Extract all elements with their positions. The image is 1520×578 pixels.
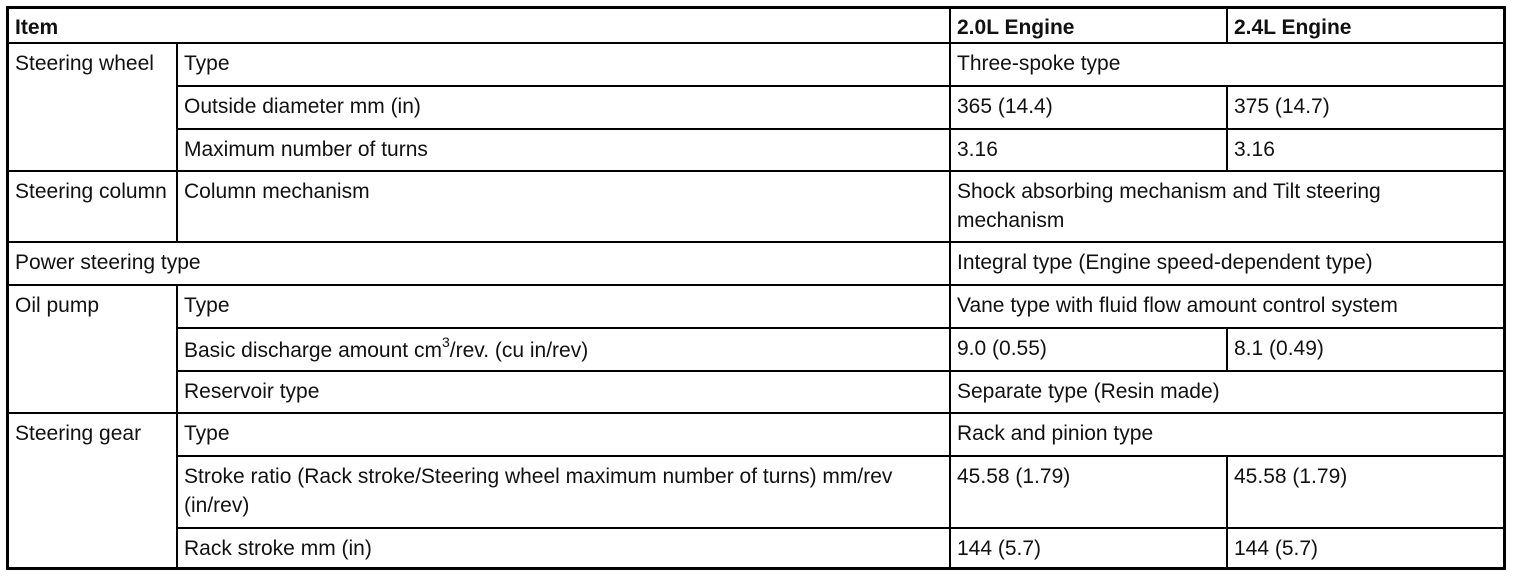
power-steering-type-label: Power steering type bbox=[9, 241, 951, 284]
oil-pump-type-value: Vane type with fluid flow amount control system bbox=[949, 284, 1506, 327]
steering-wheel-type-label: Type bbox=[176, 42, 951, 85]
stroke-ratio-label: Stroke ratio (Rack stroke/Steering wheel maximum number of turns) mm/rev (in/rev) bbox=[176, 455, 951, 527]
basic-discharge-label bbox=[176, 327, 951, 370]
basic-discharge-2-4l: 8.1 (0.49) bbox=[1226, 327, 1506, 370]
maximum-turns-label: Maximum number of turns bbox=[176, 128, 951, 170]
basic-discharge-text: Basic discharge amount cm bbox=[184, 339, 442, 362]
maximum-turns-2-0l: 3.16 bbox=[949, 128, 1228, 170]
steering-gear-type-value: Rack and pinion type bbox=[949, 412, 1506, 455]
header-item: Item bbox=[15, 16, 59, 39]
header-2-4l-engine: 2.4L Engine bbox=[1226, 7, 1506, 44]
oil-pump-type-label: Type bbox=[176, 284, 951, 327]
outside-diameter-2-0l: 365 (14.4) bbox=[949, 85, 1228, 128]
rack-stroke-2-0l: 144 (5.7) bbox=[949, 527, 1228, 567]
cubic-superscript: 3 bbox=[441, 334, 450, 350]
outside-diameter-label: Outside diameter mm (in) bbox=[176, 85, 951, 128]
steering-gear-type-label: Type bbox=[176, 412, 951, 455]
basic-discharge-unit: /rev. (cu in/rev) bbox=[449, 339, 589, 362]
stroke-ratio-2-4l: 45.58 (1.79) bbox=[1226, 455, 1506, 527]
group-oil-pump: Oil pump bbox=[9, 284, 178, 412]
column-mechanism-value: Shock absorbing mechanism and Tilt steering mechanism bbox=[949, 170, 1506, 241]
header-2-0l-engine: 2.0L Engine bbox=[949, 7, 1228, 44]
stroke-ratio-2-0l: 45.58 (1.79) bbox=[949, 455, 1228, 527]
rack-stroke-label: Rack stroke mm (in) bbox=[176, 527, 951, 567]
rack-stroke-2-4l: 144 (5.7) bbox=[1226, 527, 1506, 567]
reservoir-type-value: Separate type (Resin made) bbox=[949, 370, 1506, 412]
group-steering-wheel: Steering wheel bbox=[9, 42, 178, 170]
steering-wheel-type-value: Three-spoke type bbox=[949, 42, 1506, 85]
outside-diameter-2-4l: 375 (14.7) bbox=[1226, 85, 1506, 128]
column-mechanism-label: Column mechanism bbox=[176, 170, 951, 241]
group-steering-column: Steering column bbox=[9, 170, 178, 241]
group-steering-gear: Steering gear bbox=[9, 412, 178, 567]
reservoir-type-label: Reservoir type bbox=[176, 370, 951, 412]
basic-discharge-2-0l: 9.0 (0.55) bbox=[949, 327, 1228, 370]
maximum-turns-2-4l: 3.16 bbox=[1226, 128, 1506, 170]
power-steering-type-value: Integral type (Engine speed-dependent type) bbox=[949, 241, 1506, 284]
